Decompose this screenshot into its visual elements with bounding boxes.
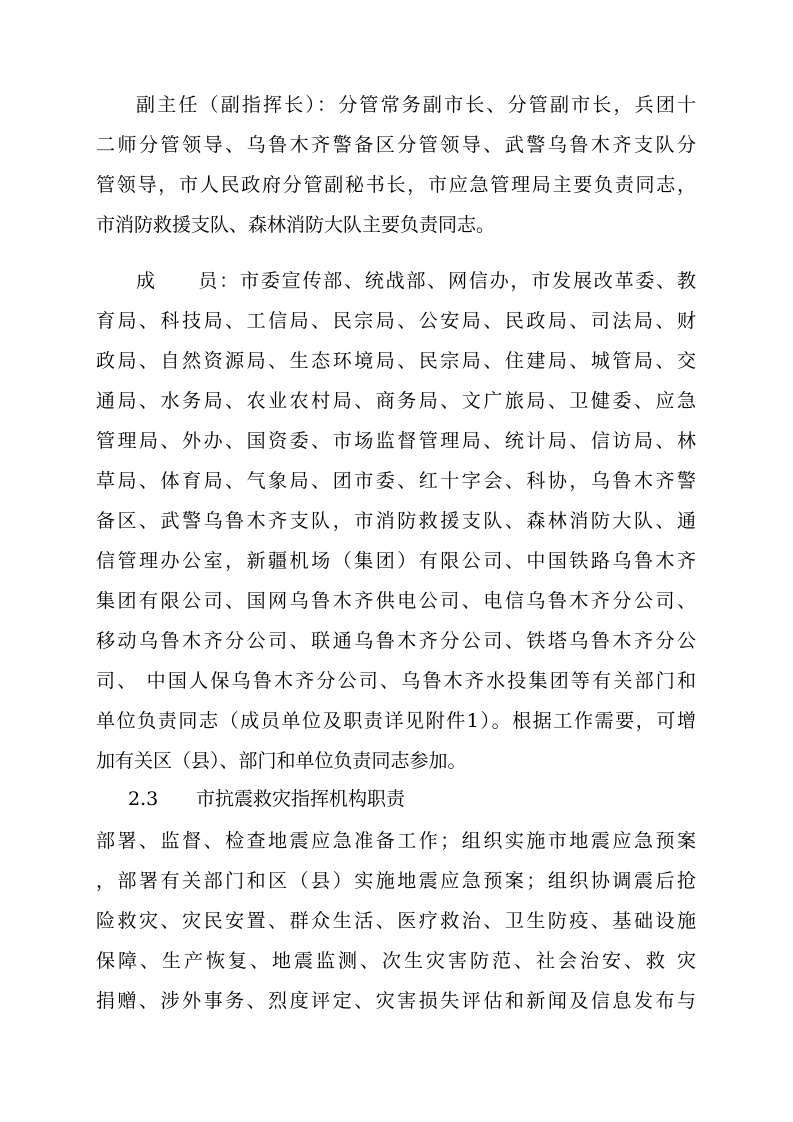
text-line: 部署、监督、检查地震应急准备工作；组织实施市地震应急预案 bbox=[96, 830, 696, 852]
text-line: 副主任（副指挥长）：分管常务副市长、分管副市长，兵团十 bbox=[136, 94, 696, 116]
text-line: 通局、水务局、农业农村局、商务局、文广旅局、卫健委、应急 bbox=[96, 390, 696, 412]
text-line: 备区、武警乌鲁木齐支队，市消防救援支队、森林消防大队、通 bbox=[96, 510, 696, 532]
text-line: 二师分管领导、乌鲁木齐警备区分管领导、武警乌鲁木齐支队分 bbox=[96, 134, 696, 156]
section-heading bbox=[128, 787, 405, 811]
text-line: 集团有限公司、国网乌鲁木齐供电公司、电信乌鲁木齐分公司、 bbox=[96, 590, 696, 612]
text-line: 加有关区（县）、部门和单位负责同志参加。 bbox=[96, 750, 467, 772]
text-line: 草局、体育局、气象局、团市委、红十字会、科协，乌鲁木齐警 bbox=[96, 470, 696, 492]
text-line: 保障、生产恢复、地震监测、次生灾害防范、社会治安、救 灾 bbox=[96, 950, 696, 972]
text-line: 司、 中国人保乌鲁木齐分公司、乌鲁木齐水投集团等有关部门和 bbox=[96, 670, 696, 692]
text-line: 信管理办公室，新疆机场（集团）有限公司、中国铁路乌鲁木齐 bbox=[96, 550, 696, 572]
text-line: 单位负责同志（成员单位及职责详见附件1）。根据工作需要，可增 bbox=[96, 710, 696, 732]
section-number: 2.3 bbox=[128, 788, 159, 810]
text-line: 政局、自然资源局、生态环境局、民宗局、住建局、城管局、交 bbox=[96, 350, 696, 372]
text-line: 捐赠、涉外事务、烈度评定、灾害损失评估和新闻及信息发布与 bbox=[96, 990, 696, 1012]
text-line: ，部署有关部门和区（县）实施地震应急预案；组织协调震后抢 bbox=[96, 870, 696, 892]
text-line: 成 员：市委宣传部、统战部、网信办，市发展改革委、教 bbox=[136, 270, 696, 292]
text-line: 管领导，市人民政府分管副秘书长，市应急管理局主要负责同志， bbox=[96, 174, 696, 196]
text-line: 市消防救援支队、森林消防大队主要负责同志。 bbox=[96, 214, 496, 236]
text-line: 移动乌鲁木齐分公司、联通乌鲁木齐分公司、铁塔乌鲁木齐分公 bbox=[96, 630, 696, 652]
text-line: 育局、科技局、工信局、民宗局、公安局、民政局、司法局、财 bbox=[96, 310, 696, 332]
text-line: 险救灾、灾民安置、群众生活、医疗救治、卫生防疫、基础设施 bbox=[96, 910, 696, 932]
text-line: 管理局、外办、国资委、市场监督管理局、统计局、信访局、林 bbox=[96, 430, 696, 452]
section-title: 市抗震救灾指挥机构职责 bbox=[196, 788, 406, 810]
